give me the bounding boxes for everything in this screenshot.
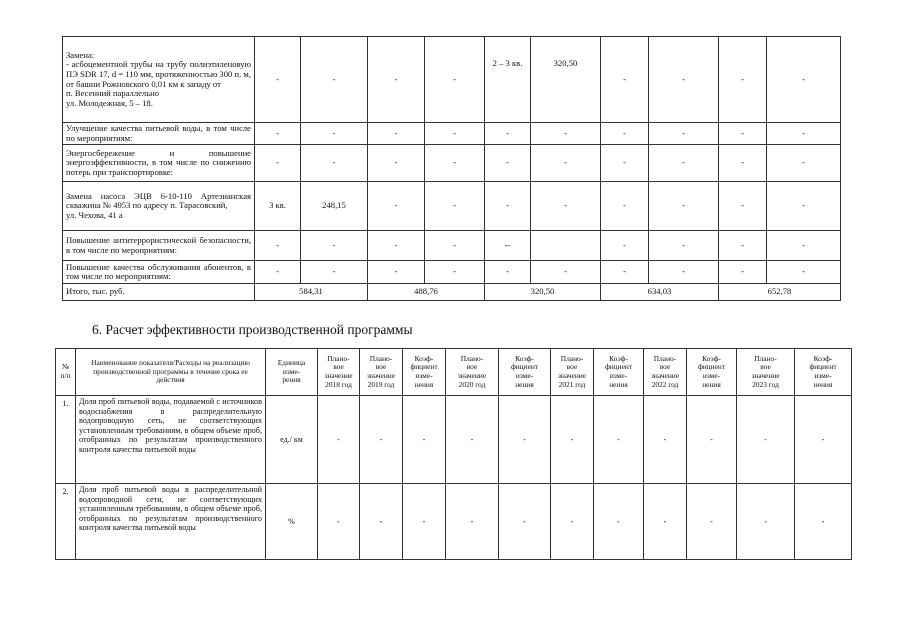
table-cell: - [368,182,425,231]
measure-description: Замена насоса ЭЦВ 6-10-110 Артезианская скважина № 4953 по адресу п. Тарасовский, ул. Чехова, 41 а [63,182,255,231]
column-header: Плано- вое значение 2019 год [360,349,403,396]
section-heading: 6. Расчет эффективности производственной программы [92,322,413,337]
table-cell: - [485,182,531,231]
table-cell: - [425,145,485,182]
table-cell: - [649,123,719,145]
table-cell: - [601,182,649,231]
table-cell: - [425,231,485,261]
table-cell: - [767,182,841,231]
table-header-row [56,349,852,396]
table-cell: - [368,145,425,182]
table-cell: - [649,37,719,123]
table-cell: - [425,182,485,231]
table-cell: - [446,484,499,560]
table-cell: - [403,396,446,484]
table-cell: - [767,231,841,261]
table-cell: - [446,396,499,484]
table-cell: 3 кв. [255,182,301,231]
table-cell: - [644,396,687,484]
column-header: Коэф- фициент изме- нения [795,349,852,396]
table-row [63,261,841,284]
table-row [63,231,841,261]
measure-description: Повышение качества обслуживания абонентов, в том числе по мероприятиям: [63,261,255,284]
column-header: Коэф- фициент изме- нения [687,349,737,396]
table-cell: - [767,145,841,182]
table-cell: - [360,484,403,560]
column-header: Коэф- фициент изме- нения [403,349,446,396]
table-cell: - [318,484,360,560]
table-cell: - [737,396,795,484]
indicator-description: Доля проб питьевой воды, подаваемой с источников водоснабжения в распределительную водопроводную сеть, не соответствующих установленным требованиям, в общем объеме проб, отобранных по результатам производственного контроля качества питьевой воды [76,396,266,484]
column-header: Наименование показателя/Расходы на реализацию производственной программы в течение срока ее действия [76,349,266,396]
row-number: 1. [56,396,76,484]
table-cell: - [649,231,719,261]
column-header: № п/п [56,349,76,396]
column-header: Плано- вое значение 2023 год [737,349,795,396]
column-header: Плано- вое значение 2021 год [551,349,594,396]
table-row [63,182,841,231]
table-cell: - [360,396,403,484]
efficiency-table [55,348,852,560]
table-row [63,37,841,123]
table-cell: - [301,231,368,261]
column-header: Единица изме- рения [266,349,318,396]
table-cell: - [719,231,767,261]
table-row [63,145,841,182]
table-cell: - [601,231,649,261]
table-cell: - [425,37,485,123]
measure-description: Улучшение качества питьевой воды, в том числе по мероприятиям: [63,123,255,145]
table-cell: - [255,261,301,284]
table-cell: - [649,145,719,182]
table-cell: - [499,484,551,560]
table-cell: - [767,261,841,284]
table-cell: - [719,261,767,284]
table-cell: - [403,484,446,560]
table-cell: - [255,123,301,145]
table-cell: - [795,396,852,484]
table-cell: - [368,261,425,284]
table-cell: - [301,261,368,284]
table-cell: 248,15 [301,182,368,231]
column-header: Коэф- фициент изме- нения [499,349,551,396]
table-row [56,484,852,560]
measure-description: Повышение антитеррористической безопасности, в том числе по мероприятиям: [63,231,255,261]
table-cell: - [601,261,649,284]
table-cell: - [594,396,644,484]
column-header: Плано- вое значение 2020 год [446,349,499,396]
measure-description: Замена: - асбоцементной трубы на трубу полиэтиленовую ПЭ SDR 17, d = 110 мм, протяженностью 300 п. м, от башни Рожновского 0,01 км к западу от п. Весенний параллельно ул. Молодежная, 5 – 18. [63,37,255,123]
table-cell: - [485,145,531,182]
table-cell: - [255,145,301,182]
table-cell: - [531,123,601,145]
table-cell: 2 – 3 кв. [485,37,531,123]
table-cell: - [255,37,301,123]
total-label: Итого, тыс. руб. [63,284,255,301]
table-cell: - [531,261,601,284]
table-row [56,396,852,484]
table-cell: - [425,123,485,145]
unit-cell: ед./ км [266,396,318,484]
table-cell: - [255,231,301,261]
table-cell: - [719,37,767,123]
table-cell: - [687,396,737,484]
total-value: 652,78 [719,284,841,301]
table-cell: - [601,123,649,145]
table-cell [531,231,601,261]
table-cell: - [485,261,531,284]
table-cell: - [644,484,687,560]
table-cell: - [719,182,767,231]
row-number: 2. [56,484,76,560]
table-cell: - [719,123,767,145]
table-cell: - [531,182,601,231]
table-cell: - [649,182,719,231]
investment-measures-table [62,36,841,301]
indicator-description: Доля проб питьевой воды в распределительной водопроводной сети, не соответствующих установленным требованиям, в общем объеме проб, отобранных по результатам производственного контроля качества питьевой воды [76,484,266,560]
table-cell: - [551,484,594,560]
table-cell: - [531,145,601,182]
column-header: Коэф- фициент изме- нения [594,349,644,396]
table-cell: - [368,123,425,145]
table-cell: - [594,484,644,560]
column-header: Плано- вое значение 2018 год [318,349,360,396]
table-cell: - [601,37,649,123]
total-value: 634,03 [601,284,719,301]
table-cell: - [368,231,425,261]
table-cell: - [425,261,485,284]
table-cell: - [767,37,841,123]
table-cell: 320,50 [531,37,601,123]
unit-cell: % [266,484,318,560]
table-cell: - [368,37,425,123]
column-header: Плано- вое значение 2022 год [644,349,687,396]
table-cell: - [301,145,368,182]
total-value: 488,76 [368,284,485,301]
table-cell: - [687,484,737,560]
table-cell: - [737,484,795,560]
table-cell: - [649,261,719,284]
table-cell: - [795,484,852,560]
measure-description: Энергосбережение и повышение энергоэффективности, в том числе по снижению потерь при транспортировке: [63,145,255,182]
table-cell: - [301,37,368,123]
table-cell: - [499,396,551,484]
table-row [63,123,841,145]
table-cell: - [551,396,594,484]
table-cell: - [719,145,767,182]
total-row [63,284,841,301]
table-cell: - [301,123,368,145]
table-cell: - [601,145,649,182]
table-cell: - [318,396,360,484]
total-value: 320,50 [485,284,601,301]
table-cell: - [767,123,841,145]
total-value: 584,31 [255,284,368,301]
table-cell: - [485,123,531,145]
table-cell: -- [485,231,531,261]
